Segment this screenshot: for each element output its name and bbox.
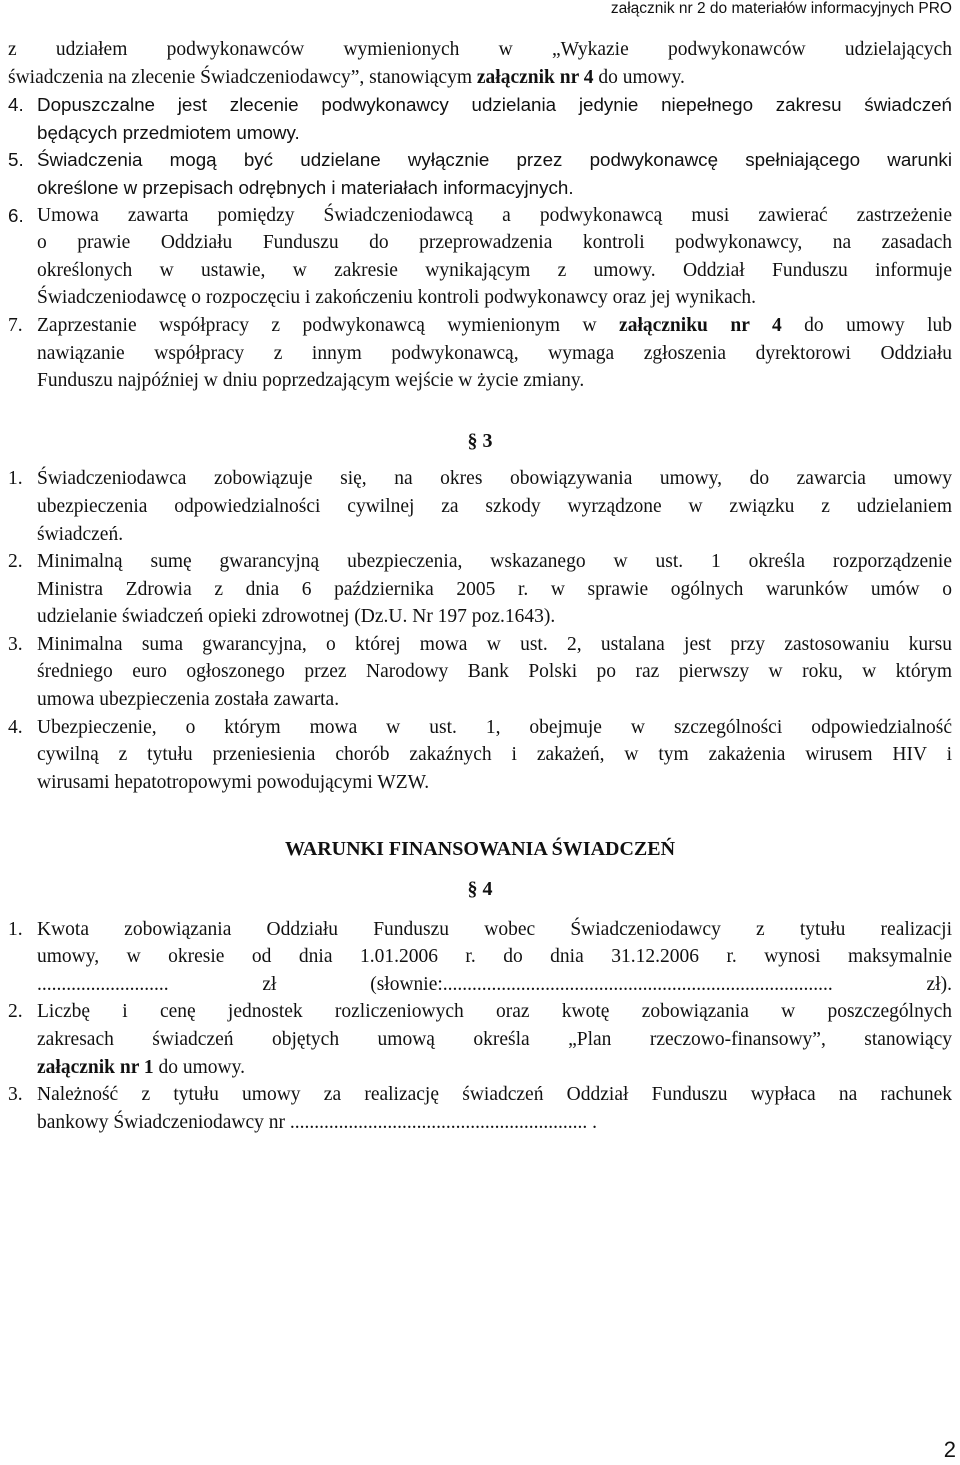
list-item [8, 714, 952, 797]
amount-line: ........................... zł (słownie:................................................................................ zł). [37, 973, 952, 995]
section-heading-3: § 3 [467, 429, 493, 452]
item-number: 6. [8, 204, 24, 226]
item-line: Kwota zobowiązania Oddziału Funduszu wobec Świadczeniodawcy z tytułu realizacji [37, 918, 952, 940]
item-line: wirusami hepatotropowymi powodującymi WZW. [37, 771, 430, 793]
document-body [8, 36, 952, 1136]
item-number: 3. [8, 633, 23, 655]
item-number: 5. [8, 149, 24, 171]
list-item [8, 465, 952, 548]
item-line: załącznik nr 1 do umowy. [37, 1056, 245, 1078]
item-line: Ministra Zdrowia z dnia 6 października 2005 r. w sprawie ogólnych warunków umów o [37, 578, 952, 600]
item-number: 1. [8, 468, 23, 490]
document-header: załącznik nr 2 do materiałów informacyjnych PRO [610, 0, 952, 17]
item-line: umowy, w okresie od dnia 1.01.2006 r. do dnia 31.12.2006 r. wynosi maksymalnie [37, 946, 952, 968]
item-line: Zaprzestanie współpracy z podwykonawcą wymienionym w załączniku nr 4 do umowy lub [37, 314, 953, 336]
chapter-heading: WARUNKI FINANSOWANIA ŚWIADCZEŃ [284, 838, 676, 861]
list-item [8, 1081, 952, 1136]
item-line: określone w przepisach odrębnych i materiałach informacyjnych. [37, 176, 574, 198]
item-line: Liczbę i cenę jednostek rozliczeniowych oraz kwotę zobowiązania w poszczególnych [37, 1001, 952, 1023]
intro-line-2: świadczenia na zlecenie Świadczeniodawcy”, stanowiącym załącznik nr 4 do umowy. [8, 66, 685, 88]
item-line: Ubezpieczenie, o którym mowa w ust. 1, obejmuje w szczególności odpowiedzialność [37, 716, 952, 738]
item-line: Minimalną sumę gwarancyjną ubezpieczenia, wskazanego w ust. 1 określa rozporządzenie [37, 551, 952, 573]
list-item [8, 631, 952, 714]
item-line: ubezpieczenia odpowiedzialności cywilnej za szkody wyrządzone w związku z udzielaniem [37, 495, 952, 517]
item-number: 4. [8, 94, 24, 116]
item-line: Minimalna suma gwarancyjna, o której mowa w ust. 2, ustalana jest przy zastosowaniu kursu [37, 633, 952, 655]
item-line: Świadczeniodawcę o rozpoczęciu i zakończeniu kontroli podwykonawcy oraz jej wynikach. [37, 287, 757, 309]
list-item [8, 548, 952, 631]
list-item [8, 202, 952, 312]
item-line: Dopuszczalne jest zlecenie podwykonawcy udzielania jedynie niepełnego zakresu świadczeń [37, 94, 952, 116]
account-line: bankowy Świadczeniodawcy nr ............................................................. . [37, 1111, 598, 1133]
item-line: świadczeń. [37, 523, 124, 545]
attachment-reference: załącznik nr 1 [37, 1056, 154, 1078]
item-number: 2. [8, 1001, 23, 1023]
item-line: Świadczenia mogą być udzielane wyłącznie przez podwykonawcę spełniającego warunki [37, 149, 952, 171]
list-item [8, 916, 952, 999]
item-number: 7. [8, 314, 23, 336]
item-line: Funduszu najpóźniej w dniu poprzedzającym wejście w życie zmiany. [37, 370, 585, 392]
item-line: o prawie Oddziału Funduszu do przeprowadzenia kontroli podwykonawcy, na zasadach [37, 232, 952, 254]
item-line: nawiązanie współpracy z innym podwykonawcą, wymaga zgłoszenia dyrektorowi Oddziału [37, 342, 952, 364]
list-item [8, 146, 952, 201]
intro-line-1: z udziałem podwykonawców wymienionych w „Wykazie podwykonawców udzielających [8, 39, 952, 60]
item-line: umowa ubezpieczenia została zawarta. [37, 689, 340, 711]
list-item [8, 312, 952, 395]
attachment-reference: załączniku nr 4 [619, 314, 782, 336]
item-line: Umowa zawarta pomiędzy Świadczeniodawcą a podwykonawcą musi zawierać zastrzeżenie [37, 204, 952, 226]
item-line: średniego euro ogłoszonego przez Narodowy Bank Polski po raz pierwszy w roku, w którym [37, 661, 952, 683]
list-item [8, 998, 952, 1081]
item-line: udzielanie świadczeń opieki zdrowotnej (Dz.U. Nr 197 poz.1643). [37, 606, 556, 628]
section-heading-4: § 4 [467, 878, 493, 901]
list-item [8, 91, 952, 146]
item-number: 4. [8, 716, 23, 738]
item-line: będących przedmiotem umowy. [37, 121, 300, 143]
item-line: cywilną z tytułu przeniesienia chorób zakaźnych i zakażeń, w tym zakażenia wirusem HIV i [37, 744, 952, 766]
item-number: 1. [8, 918, 23, 940]
item-line: określonych w ustawie, w zakresie wynikającym z umowy. Oddział Funduszu informuje [37, 259, 952, 281]
attachment-reference: załącznik nr 4 [476, 66, 594, 88]
item-line: zakresach świadczeń objętych umową określa „Plan rzeczowo-finansowy”, stanowiący [37, 1029, 952, 1050]
item-line: Należność z tytułu umowy za realizację świadczeń Oddział Funduszu wypłaca na rachunek [37, 1084, 952, 1106]
item-number: 3. [8, 1084, 23, 1106]
item-number: 2. [8, 551, 23, 573]
item-line: Świadczeniodawca zobowiązuje się, na okres obowiązywania umowy, do zawarcia umowy [37, 468, 952, 490]
page-number: 2 [943, 1437, 956, 1462]
